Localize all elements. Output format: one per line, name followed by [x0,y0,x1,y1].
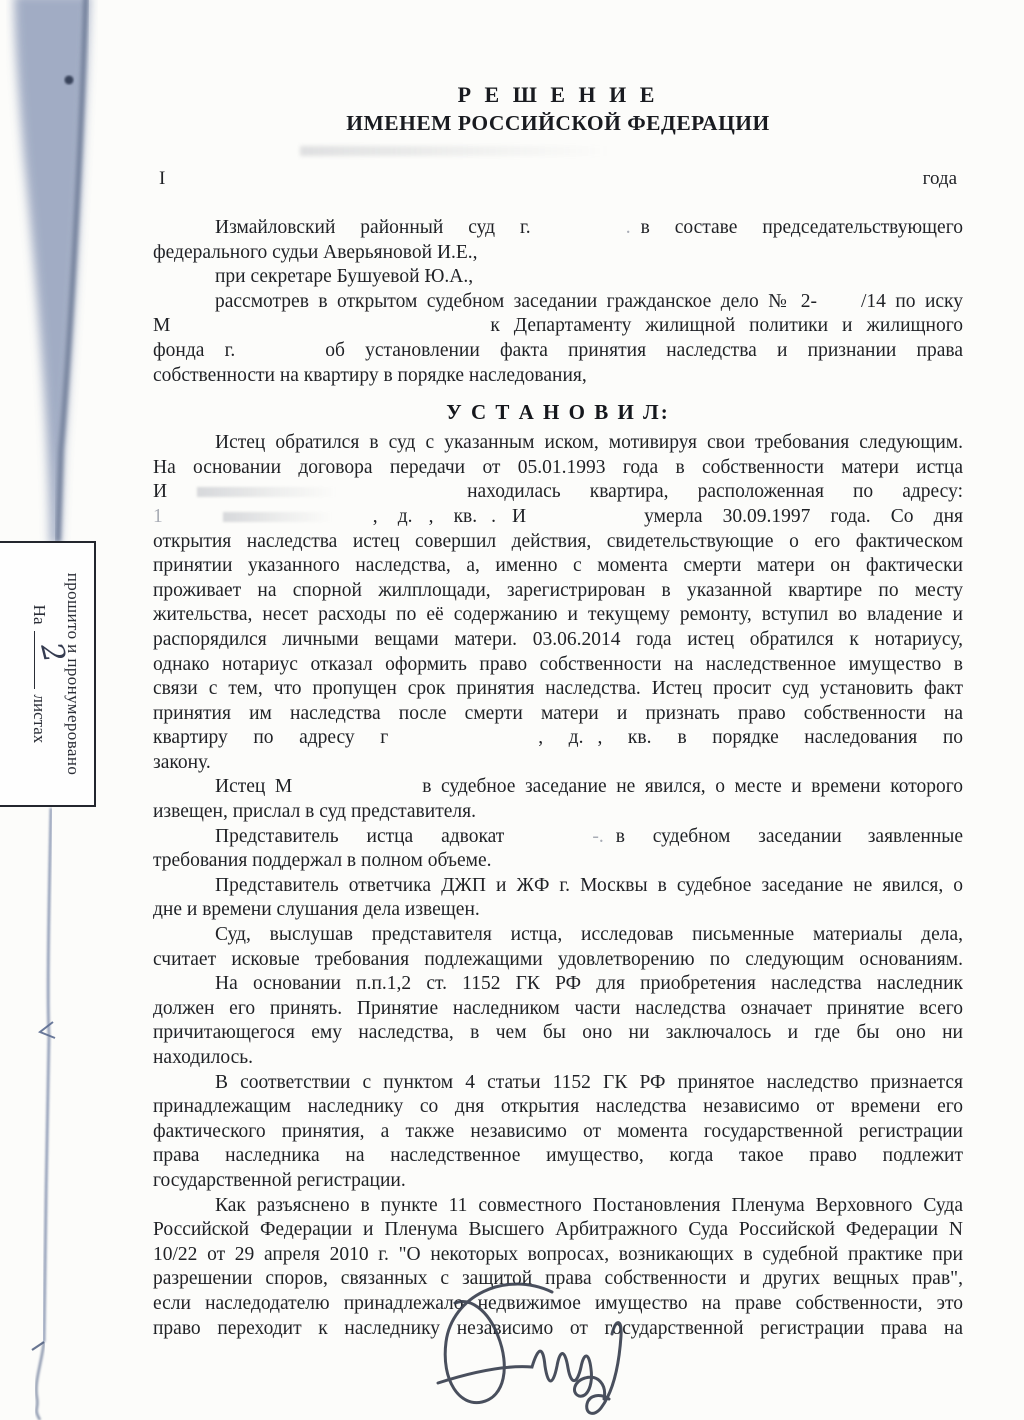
text-segment: И [512,505,527,527]
text-segment: находилась квартира, расположенная по адресу: [467,481,963,503]
text-line [153,1194,963,1219]
intro-paragraphs [153,216,963,388]
redaction-gap [526,520,644,522]
text-segment: закону. [153,751,211,773]
redaction-gap [170,329,490,331]
text-line [153,972,963,997]
findings-paragraphs [153,431,963,1341]
text-line [153,726,963,751]
redaction-gap [167,495,197,497]
redaction-gap [504,840,592,842]
stamp-line2-prefix: На [30,604,49,625]
text-segment: извещен, прислал в суд представителя. [153,801,476,823]
redaction-gap [604,840,616,842]
text-segment: 10/22 от 29 апреля 2010 г. "О некоторых вопросах, возникающих в судебной практике при [153,1243,963,1265]
text-line [153,579,963,604]
text-segment: , д. [372,505,413,527]
text-segment: -. [592,825,604,847]
text-line [153,825,963,850]
text-segment: в порядке наследования по [677,727,964,749]
redaction-gap [292,790,422,792]
redaction-gap [583,741,597,743]
text-segment: однако нотариус отказал оформить право собственности на наследственное имущество в [153,653,963,675]
text-segment: жительства, несет расходы по её содержанию и текущему ремонту, вступил во владение и [153,604,963,626]
redaction-gap [651,741,677,743]
text-segment: права наследника на наследственное имущество, когда такое право подлежит [153,1145,963,1167]
text-segment: к Департаменту жилищной политики и жилищного [490,315,963,337]
text-line [153,1218,963,1243]
text-line [153,849,963,874]
redaction-gap [413,520,429,522]
sewn-pages-stamp [0,547,89,801]
date-line-left-mark: I [159,168,166,189]
text-segment: если наследодателю принадлежало недвижимое имущество на праве собственности, это [153,1292,963,1314]
decision-title: Р Е Ш Е Н И Е [457,82,659,107]
text-segment: Представитель ответчика ДЖП и ЖФ г. Москвы в судебное заседание не явился, о [215,874,963,896]
text-segment: об установлении факта принятия наследства и признании права [325,339,963,361]
text-segment: Истец обратился в суд с указанным иском, мотивируя свои требования следующим. [215,432,963,454]
text-segment: открытия наследства истец совершил действия, свидетельствующие о его фактическом [153,530,963,552]
text-segment: рассмотрев в открытом судебном заседании гражданское дело № 2- [215,290,818,312]
text-segment: В соответствии с пунктом 4 статьи 1152 ГК РФ принятое наследство признается [215,1071,963,1093]
redaction-gap [235,354,325,356]
text-segment: связи с тем, что пропущен срок принятия наследства. Истец просит суд установить факт [153,678,963,700]
text-segment: государственной регистрации. [153,1169,406,1191]
text-segment: разрешении споров, связанных с защитой права собственности и других вещных прав", [153,1268,963,1290]
text-line [153,997,963,1022]
document-header [153,0,963,136]
text-line [153,431,963,456]
text-segment: в судебное заседание не явился, о месте и времени которого [422,776,963,798]
text-segment: заявленные [867,825,964,847]
redaction-gap [477,520,491,522]
date-line [153,168,963,190]
text-line [153,364,963,389]
text-line [153,1095,963,1120]
text-segment: собственности на квартиру в порядке наследования, [153,364,587,386]
text-line [153,1021,963,1046]
text-segment: дне и времени слушания дела извещен. [153,899,480,921]
text-segment: федерального судьи Аверьяновой И.Е., [153,241,478,263]
text-line [153,1317,963,1342]
stamp-line1: прошито и пронумеровано [64,572,83,776]
text-line [153,1267,963,1292]
text-segment: принятии указанного наследства, а, именно с момента смерти матери он фактически [153,555,963,577]
text-line [153,1292,963,1317]
text-segment: , кв. [428,505,478,527]
redaction-gap [333,520,373,522]
document-body [153,0,963,1341]
text-segment: , кв. [597,727,652,749]
text-line [153,1169,963,1194]
text-line [153,216,963,241]
text-segment: , д. [538,727,584,749]
redaction-gap [496,520,512,522]
text-segment: при секретаре Бушуевой Ю.А., [215,266,474,288]
text-segment: И [153,481,168,503]
text-segment: На основании п.п.1,2 ст. 1152 ГК РФ для приобретения наследства наследник [215,973,963,995]
text-line [153,1071,963,1096]
in-the-name-of-rf-title: ИМЕНЕМ РОССИЙСКОЙ ФЕДЕРАЦИИ [346,111,770,135]
text-line [153,1144,963,1169]
text-line [153,948,963,973]
text-segment: проживает на спорной жилплощади, зарегистрирован в указанной квартире по месту [153,579,963,601]
text-line [153,314,963,339]
redaction-gap [163,520,223,522]
text-line [153,530,963,555]
text-segment: Представитель истца адвокат [215,825,505,847]
text-segment: фактического принятия, а также независимо от момента государственной регистрации [153,1120,963,1142]
text-segment: право переходит к наследнику независимо от государственной регистрации права на [153,1317,963,1339]
established-heading: У С Т А Н О В И Л: [446,400,670,425]
redaction-gap [631,231,641,233]
text-segment: в составе председательствующего [640,217,963,238]
text-segment: фонда г. [153,339,236,361]
text-line [153,265,963,290]
text-segment: . [625,217,631,238]
text-segment: должен его принять. Принятие наследником части наследства означает принятие всего [153,997,963,1019]
text-line [153,603,963,628]
text-segment: считает исковые требования подлежащими удовлетворению по следующим основаниям. [153,948,963,970]
text-line [153,241,963,266]
text-line [153,456,963,481]
text-line [153,898,963,923]
text-line [153,1046,963,1071]
text-line [153,653,963,678]
text-segment: Российской Федерации и Пленума Высшего Арбитражного Суда Российской Федерации N [153,1219,963,1241]
date-line-year-word: года [922,168,957,189]
stamp-line2-suffix: листах [30,694,49,744]
text-line [153,775,963,800]
text-segment: На основании договора передачи от 05.01.1993 года в собственности матери истца [153,456,963,478]
stamp-line2 [29,547,72,801]
text-line [153,628,963,653]
text-line [153,339,963,364]
text-segment: . [491,505,497,527]
text-segment: М [153,315,171,337]
text-segment: в судебном заседании [615,825,842,847]
text-line [153,290,963,315]
text-line [153,480,963,505]
text-segment: Как разъяснено в пункте 11 совместного Постановления Пленума Верховного Суда [215,1194,963,1216]
text-segment: Истец М [215,776,293,798]
text-segment: /14 по иску [861,290,963,312]
redaction-smudge [197,487,337,497]
redaction-gap [531,231,626,233]
text-line [153,1120,963,1145]
text-segment: распорядился личными вещами матери. 03.06.2014 года истец обратился к нотариусу, [153,628,963,650]
redaction-smudge [223,512,333,522]
text-segment: причитающегося ему наследства, в чем бы оно ни заключалось и где бы оно ни [153,1022,963,1044]
text-segment: квартиру по адресу г [153,727,389,749]
text-line [153,751,963,776]
text-segment: Измайловский районный суд г. [215,217,531,238]
text-line [153,505,963,530]
text-line [153,677,963,702]
redaction-gap [388,741,538,743]
text-line [153,702,963,727]
stamp-blank-line [33,631,72,689]
text-segment: Суд, выслушав представителя истца, исследовав письменные материалы дела, [215,924,963,946]
handwritten-sheet-count: 2 [33,638,72,666]
text-segment: принятия им наследства после смерти матери и признать право собственности на [153,702,963,724]
text-segment: требования поддержал в полном объеме. [153,850,492,872]
redaction-gap [842,840,868,842]
text-line [153,554,963,579]
text-line [153,1243,963,1268]
redaction-gap [337,495,467,497]
text-segment: умерла 30.09.1997 года. Со дня [644,505,964,527]
redaction-gap [817,305,861,307]
text-line [153,874,963,899]
text-line [153,923,963,948]
text-line [153,800,963,825]
text-segment: принадлежащим наследнику со дня открытия наследства независимо от времени его [153,1096,963,1118]
text-segment: 1 [153,505,163,527]
text-segment: находилось. [153,1047,254,1068]
